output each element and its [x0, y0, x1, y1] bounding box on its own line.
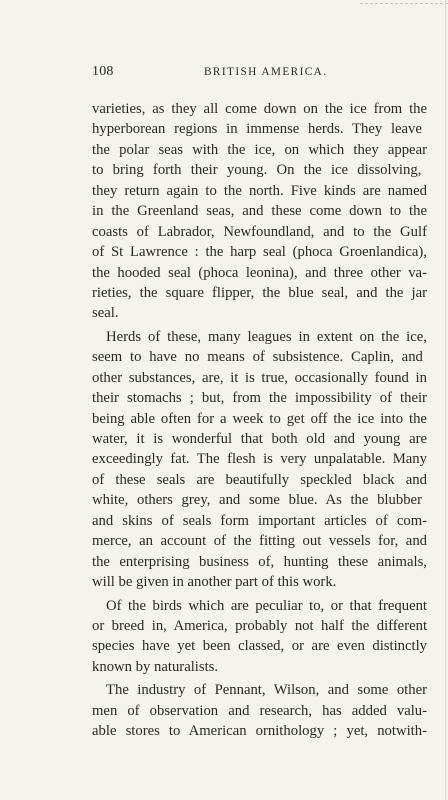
text-line: The industry of Pennant, Wilson, and some other: [106, 682, 427, 699]
text-line: the polar seas with the ice, on which they appear: [92, 141, 427, 158]
page-edge-top: [360, 3, 448, 4]
text-line: species have yet been classed, or are even distinctly: [92, 638, 428, 655]
text-line: water, it is wonderful that both old and young are: [92, 431, 428, 447]
page-header: [92, 64, 427, 84]
body-text: [92, 99, 427, 742]
page-edge-right: [445, 0, 446, 800]
text-line: they return again to the north. Five kinds are named: [92, 182, 427, 199]
text-line: in the Greenland seas, and these come down to the: [92, 203, 427, 220]
text-line: seal.: [92, 305, 119, 322]
text-line: being able often for a week to get off the ice into the: [92, 410, 427, 427]
text-line: known by naturalists.: [92, 658, 219, 675]
page-number: 108: [92, 64, 114, 79]
text-line: hyperborean regions in immense herds. They leave: [92, 121, 422, 138]
text-line: and skins of seals form important articles of com-: [92, 512, 428, 529]
text-line: to bring forth their young. On the ice dissolving,: [92, 162, 422, 179]
text-line: men of observation and research, has added valu-: [92, 702, 428, 719]
text-line: other substances, are, it is true, occasionally found in: [92, 369, 427, 386]
text-line: seem to have no means of subsistence. Caplin, and: [92, 349, 423, 366]
text-line: exceedingly fat. The flesh is very unpalatable. Many: [92, 451, 427, 468]
text-line: will be given in another part of this work.: [92, 574, 337, 591]
text-line: of these seals are beautifully speckled black and: [92, 471, 427, 488]
text-line: of St Lawrence : the harp seal (phoca Groenlandica),: [92, 244, 427, 261]
text-line: the enterprising business of, hunting these animals,: [92, 553, 427, 570]
text-line: or breed in, America, probably not half the different: [92, 617, 428, 634]
text-line: their stomachs ; but, from the impossibility of their: [92, 390, 427, 407]
text-line: able stores to American ornithology ; yet, notwith-: [92, 723, 427, 740]
text-line: varieties, as they all come down on the ice from the: [92, 101, 428, 117]
running-head: BRITISH AMERICA.: [204, 66, 328, 78]
text-line: Herds of these, many leagues in extent on the ice,: [106, 328, 427, 345]
text-line: merce, an account of the fitting out vessels for, and: [92, 533, 428, 550]
text-line: white, others grey, and some blue. As the blubber: [92, 492, 422, 509]
text-line: coasts of Labrador, Newfoundland, and to the Gulf: [92, 223, 427, 240]
text-line: the hooded seal (phoca leonina), and three other va-: [92, 264, 427, 281]
text-line: Of the birds which are peculiar to, or that frequent: [106, 597, 428, 614]
text-line: rieties, the square flipper, the blue seal, and the jar: [92, 284, 428, 301]
